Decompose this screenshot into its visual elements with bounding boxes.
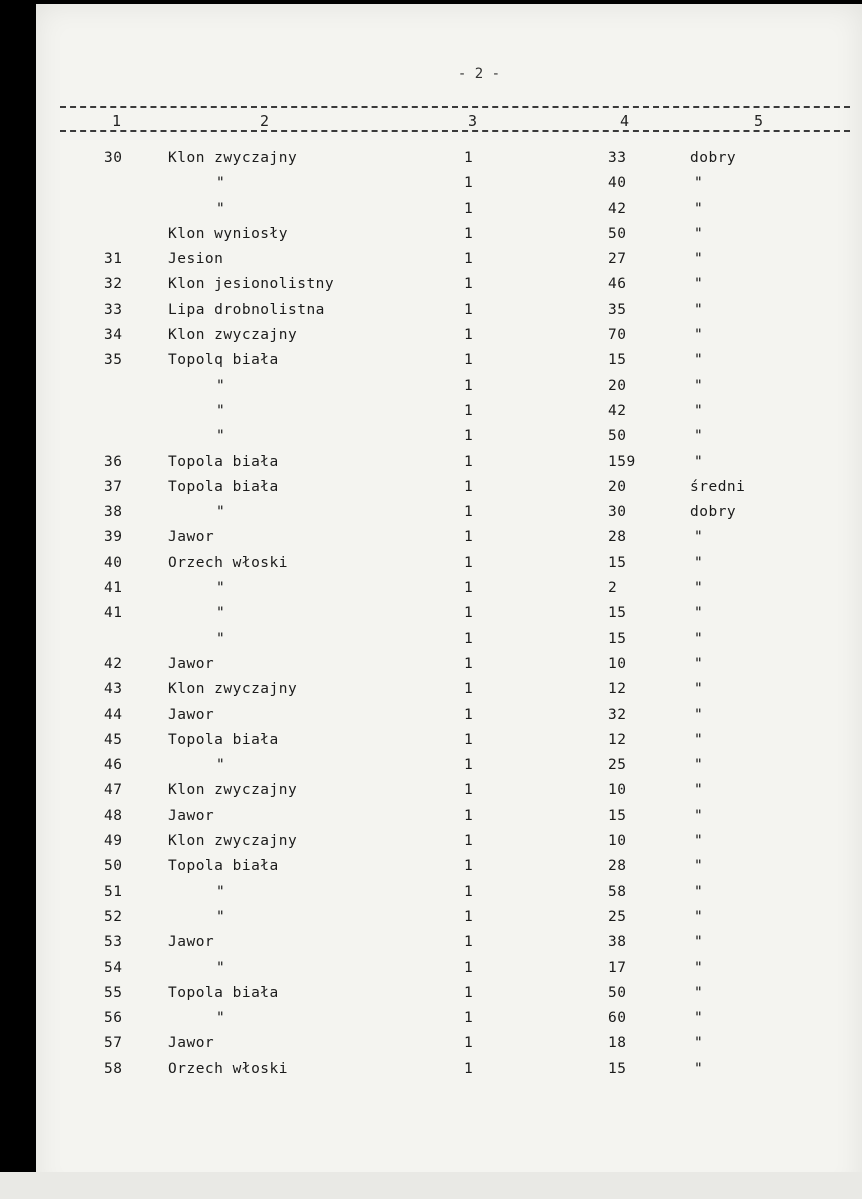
condition: ": [694, 301, 704, 318]
table-row: [36, 755, 862, 780]
table-row: [36, 603, 862, 628]
condition: ": [694, 833, 704, 850]
tree-species: Klon zwyczajny: [168, 681, 298, 698]
quantity: 1: [464, 200, 474, 217]
table-row: [36, 932, 862, 957]
condition: ": [694, 681, 704, 698]
tree-species: Klon zwyczajny: [168, 150, 298, 166]
trunk-value: 28: [608, 858, 627, 875]
condition: ": [694, 327, 704, 344]
table-row: [36, 452, 862, 477]
row-number: 38: [104, 504, 123, 521]
row-number: 58: [104, 1060, 123, 1077]
tree-species: Jawor: [168, 529, 215, 546]
trunk-value: 30: [608, 504, 627, 521]
trunk-value: 60: [608, 1010, 627, 1027]
trunk-value: 159: [608, 453, 636, 470]
tree-species: Topola biała: [168, 984, 279, 1001]
row-number: 53: [104, 934, 123, 951]
row-number: 40: [104, 554, 123, 571]
quantity: 1: [464, 833, 474, 850]
table-row: [36, 376, 862, 401]
trunk-value: 28: [608, 529, 627, 546]
quantity: 1: [464, 757, 474, 774]
quantity: 1: [464, 276, 474, 293]
quantity: 1: [464, 377, 474, 394]
trunk-value: 50: [608, 225, 627, 242]
condition: ": [694, 706, 704, 723]
quantity: 1: [464, 428, 474, 445]
trunk-value: 15: [608, 1060, 627, 1077]
row-number: 32: [104, 276, 123, 293]
quantity: 1: [464, 782, 474, 799]
quantity: 1: [464, 580, 474, 597]
row-number: 41: [104, 605, 123, 622]
page-number: - 2 -: [457, 66, 501, 82]
tree-species: Klon zwyczajny: [168, 782, 298, 799]
table-row: [36, 730, 862, 755]
quantity: 1: [464, 731, 474, 748]
row-number: 55: [104, 984, 123, 1001]
condition: ": [694, 782, 704, 799]
condition: ": [694, 428, 704, 445]
column-header-1: 1: [112, 112, 122, 130]
table-row: [36, 654, 862, 679]
row-number: 31: [104, 251, 123, 268]
trunk-value: 15: [608, 605, 627, 622]
condition: ": [694, 529, 704, 546]
tree-species: Jawor: [168, 706, 215, 723]
trunk-value: 15: [608, 554, 627, 571]
tree-species: ": [216, 757, 226, 774]
trunk-value: 42: [608, 200, 627, 217]
table-row: [36, 679, 862, 704]
row-number: 50: [104, 858, 123, 875]
quantity: 1: [464, 883, 474, 900]
column-header-4: 4: [620, 112, 630, 130]
trunk-value: 2: [608, 580, 618, 597]
quantity: 1: [464, 605, 474, 622]
row-number: 54: [104, 959, 123, 976]
trunk-value: 10: [608, 782, 627, 799]
condition: dobry: [690, 150, 737, 166]
tree-species: ": [216, 908, 226, 925]
table-row: [36, 958, 862, 983]
quantity: 1: [464, 402, 474, 419]
row-number: 35: [104, 352, 123, 369]
quantity: 1: [464, 478, 474, 495]
table-row: [36, 705, 862, 730]
table-row: [36, 1008, 862, 1033]
row-number: 45: [104, 731, 123, 748]
trunk-value: 50: [608, 428, 627, 445]
trunk-value: 25: [608, 757, 627, 774]
quantity: 1: [464, 1060, 474, 1077]
row-number: 57: [104, 1035, 123, 1052]
row-number: 30: [104, 150, 123, 166]
tree-species: ": [216, 959, 226, 976]
row-number: 36: [104, 453, 123, 470]
trunk-value: 38: [608, 934, 627, 951]
table-row: [36, 224, 862, 249]
condition: ": [694, 984, 704, 1001]
table-row: [36, 401, 862, 426]
condition: ": [694, 225, 704, 242]
trunk-value: 32: [608, 706, 627, 723]
table-row: [36, 831, 862, 856]
trunk-value: 20: [608, 377, 627, 394]
tree-species: Lipa drobnolistna: [168, 301, 325, 318]
quantity: 1: [464, 554, 474, 571]
table-row: [36, 300, 862, 325]
condition: ": [694, 605, 704, 622]
tree-species: ": [216, 428, 226, 445]
row-number: 49: [104, 833, 123, 850]
tree-species: ": [216, 200, 226, 217]
tree-species: Jawor: [168, 807, 215, 824]
condition: ": [694, 1060, 704, 1077]
condition: ": [694, 883, 704, 900]
tree-species: Orzech włoski: [168, 1060, 288, 1077]
trunk-value: 25: [608, 908, 627, 925]
row-number: 39: [104, 529, 123, 546]
condition: ": [694, 200, 704, 217]
quantity: 1: [464, 301, 474, 318]
table-row: [36, 578, 862, 603]
quantity: 1: [464, 959, 474, 976]
trunk-value: 42: [608, 402, 627, 419]
table-row: [36, 274, 862, 299]
header-rule-bottom: [60, 130, 850, 132]
trunk-value: 15: [608, 807, 627, 824]
quantity: 1: [464, 453, 474, 470]
tree-species: Jawor: [168, 655, 215, 672]
quantity: 1: [464, 984, 474, 1001]
trunk-value: 70: [608, 327, 627, 344]
table-row: [36, 553, 862, 578]
condition: ": [694, 731, 704, 748]
condition: ": [694, 554, 704, 571]
tree-species: ": [216, 883, 226, 900]
row-number: 37: [104, 478, 123, 495]
condition: ": [694, 251, 704, 268]
table-row: [36, 173, 862, 198]
quantity: 1: [464, 504, 474, 521]
trunk-value: 20: [608, 478, 627, 495]
tree-species: ": [216, 175, 226, 192]
tree-species: Jawor: [168, 934, 215, 951]
trunk-value: 15: [608, 630, 627, 647]
table-row: [36, 249, 862, 274]
condition: ": [694, 959, 704, 976]
scan-bottom-margin: [0, 1172, 862, 1199]
quantity: 1: [464, 681, 474, 698]
condition: średni: [690, 478, 746, 495]
tree-species: Klon zwyczajny: [168, 833, 298, 850]
tree-species: Topolq biała: [168, 352, 279, 369]
trunk-value: 12: [608, 681, 627, 698]
tree-species: Klon jesionolistny: [168, 276, 335, 293]
tree-species: ": [216, 402, 226, 419]
table-row: [36, 983, 862, 1008]
quantity: 1: [464, 150, 474, 166]
trunk-value: 15: [608, 352, 627, 369]
condition: ": [694, 655, 704, 672]
quantity: 1: [464, 858, 474, 875]
tree-species: ": [216, 377, 226, 394]
table-row: [36, 629, 862, 654]
quantity: 1: [464, 225, 474, 242]
table-row: [36, 1033, 862, 1058]
tree-species: Orzech włoski: [168, 554, 288, 571]
table-row: [36, 1059, 862, 1084]
row-number: 52: [104, 908, 123, 925]
tree-species: Jesion: [168, 251, 224, 268]
quantity: 1: [464, 934, 474, 951]
trunk-value: 33: [608, 150, 627, 166]
condition: dobry: [690, 504, 737, 521]
quantity: 1: [464, 1010, 474, 1027]
trunk-value: 50: [608, 984, 627, 1001]
condition: ": [694, 807, 704, 824]
tree-species: ": [216, 1010, 226, 1027]
row-number: 42: [104, 655, 123, 672]
condition: ": [694, 276, 704, 293]
trunk-value: 40: [608, 175, 627, 192]
table-row: [36, 502, 862, 527]
tree-species: Jawor: [168, 1035, 215, 1052]
quantity: 1: [464, 251, 474, 268]
condition: ": [694, 1035, 704, 1052]
row-number: 47: [104, 782, 123, 799]
tree-species: Klon wyniosły: [168, 225, 288, 242]
tree-species: Topola biała: [168, 453, 279, 470]
condition: ": [694, 757, 704, 774]
condition: ": [694, 934, 704, 951]
quantity: 1: [464, 1035, 474, 1052]
quantity: 1: [464, 529, 474, 546]
row-number: 56: [104, 1010, 123, 1027]
row-number: 51: [104, 883, 123, 900]
condition: ": [694, 402, 704, 419]
quantity: 1: [464, 908, 474, 925]
condition: ": [694, 453, 704, 470]
tree-inventory-table: [36, 148, 862, 1084]
table-row: [36, 325, 862, 350]
table-row: [36, 199, 862, 224]
tree-species: ": [216, 630, 226, 647]
row-number: 44: [104, 706, 123, 723]
tree-species: ": [216, 504, 226, 521]
trunk-value: 18: [608, 1035, 627, 1052]
row-number: 34: [104, 327, 123, 344]
condition: ": [694, 580, 704, 597]
trunk-value: 27: [608, 251, 627, 268]
table-row: [36, 882, 862, 907]
table-row: [36, 148, 862, 173]
table-row: [36, 477, 862, 502]
table-row: [36, 350, 862, 375]
condition: ": [694, 1010, 704, 1027]
row-number: 43: [104, 681, 123, 698]
table-row: [36, 856, 862, 881]
column-header-5: 5: [754, 112, 764, 130]
tree-species: ": [216, 580, 226, 597]
condition: ": [694, 630, 704, 647]
tree-species: Topola biała: [168, 858, 279, 875]
table-row: [36, 527, 862, 552]
header-rule-top: [60, 106, 850, 108]
quantity: 1: [464, 352, 474, 369]
quantity: 1: [464, 327, 474, 344]
quantity: 1: [464, 655, 474, 672]
tree-species: Klon zwyczajny: [168, 327, 298, 344]
row-number: 33: [104, 301, 123, 318]
row-number: 46: [104, 757, 123, 774]
condition: ": [694, 175, 704, 192]
quantity: 1: [464, 706, 474, 723]
column-header-3: 3: [468, 112, 478, 130]
trunk-value: 35: [608, 301, 627, 318]
condition: ": [694, 352, 704, 369]
table-row: [36, 806, 862, 831]
row-number: 41: [104, 580, 123, 597]
trunk-value: 10: [608, 833, 627, 850]
quantity: 1: [464, 630, 474, 647]
quantity: 1: [464, 807, 474, 824]
tree-species: Topola biała: [168, 478, 279, 495]
quantity: 1: [464, 175, 474, 192]
trunk-value: 17: [608, 959, 627, 976]
table-row: [36, 907, 862, 932]
table-row: [36, 426, 862, 451]
table-row: [36, 780, 862, 805]
trunk-value: 58: [608, 883, 627, 900]
trunk-value: 46: [608, 276, 627, 293]
column-header-2: 2: [260, 112, 270, 130]
condition: ": [694, 858, 704, 875]
row-number: 48: [104, 807, 123, 824]
document-page: [36, 4, 862, 1199]
tree-species: Topola biała: [168, 731, 279, 748]
condition: ": [694, 377, 704, 394]
condition: ": [694, 908, 704, 925]
tree-species: ": [216, 605, 226, 622]
trunk-value: 12: [608, 731, 627, 748]
trunk-value: 10: [608, 655, 627, 672]
